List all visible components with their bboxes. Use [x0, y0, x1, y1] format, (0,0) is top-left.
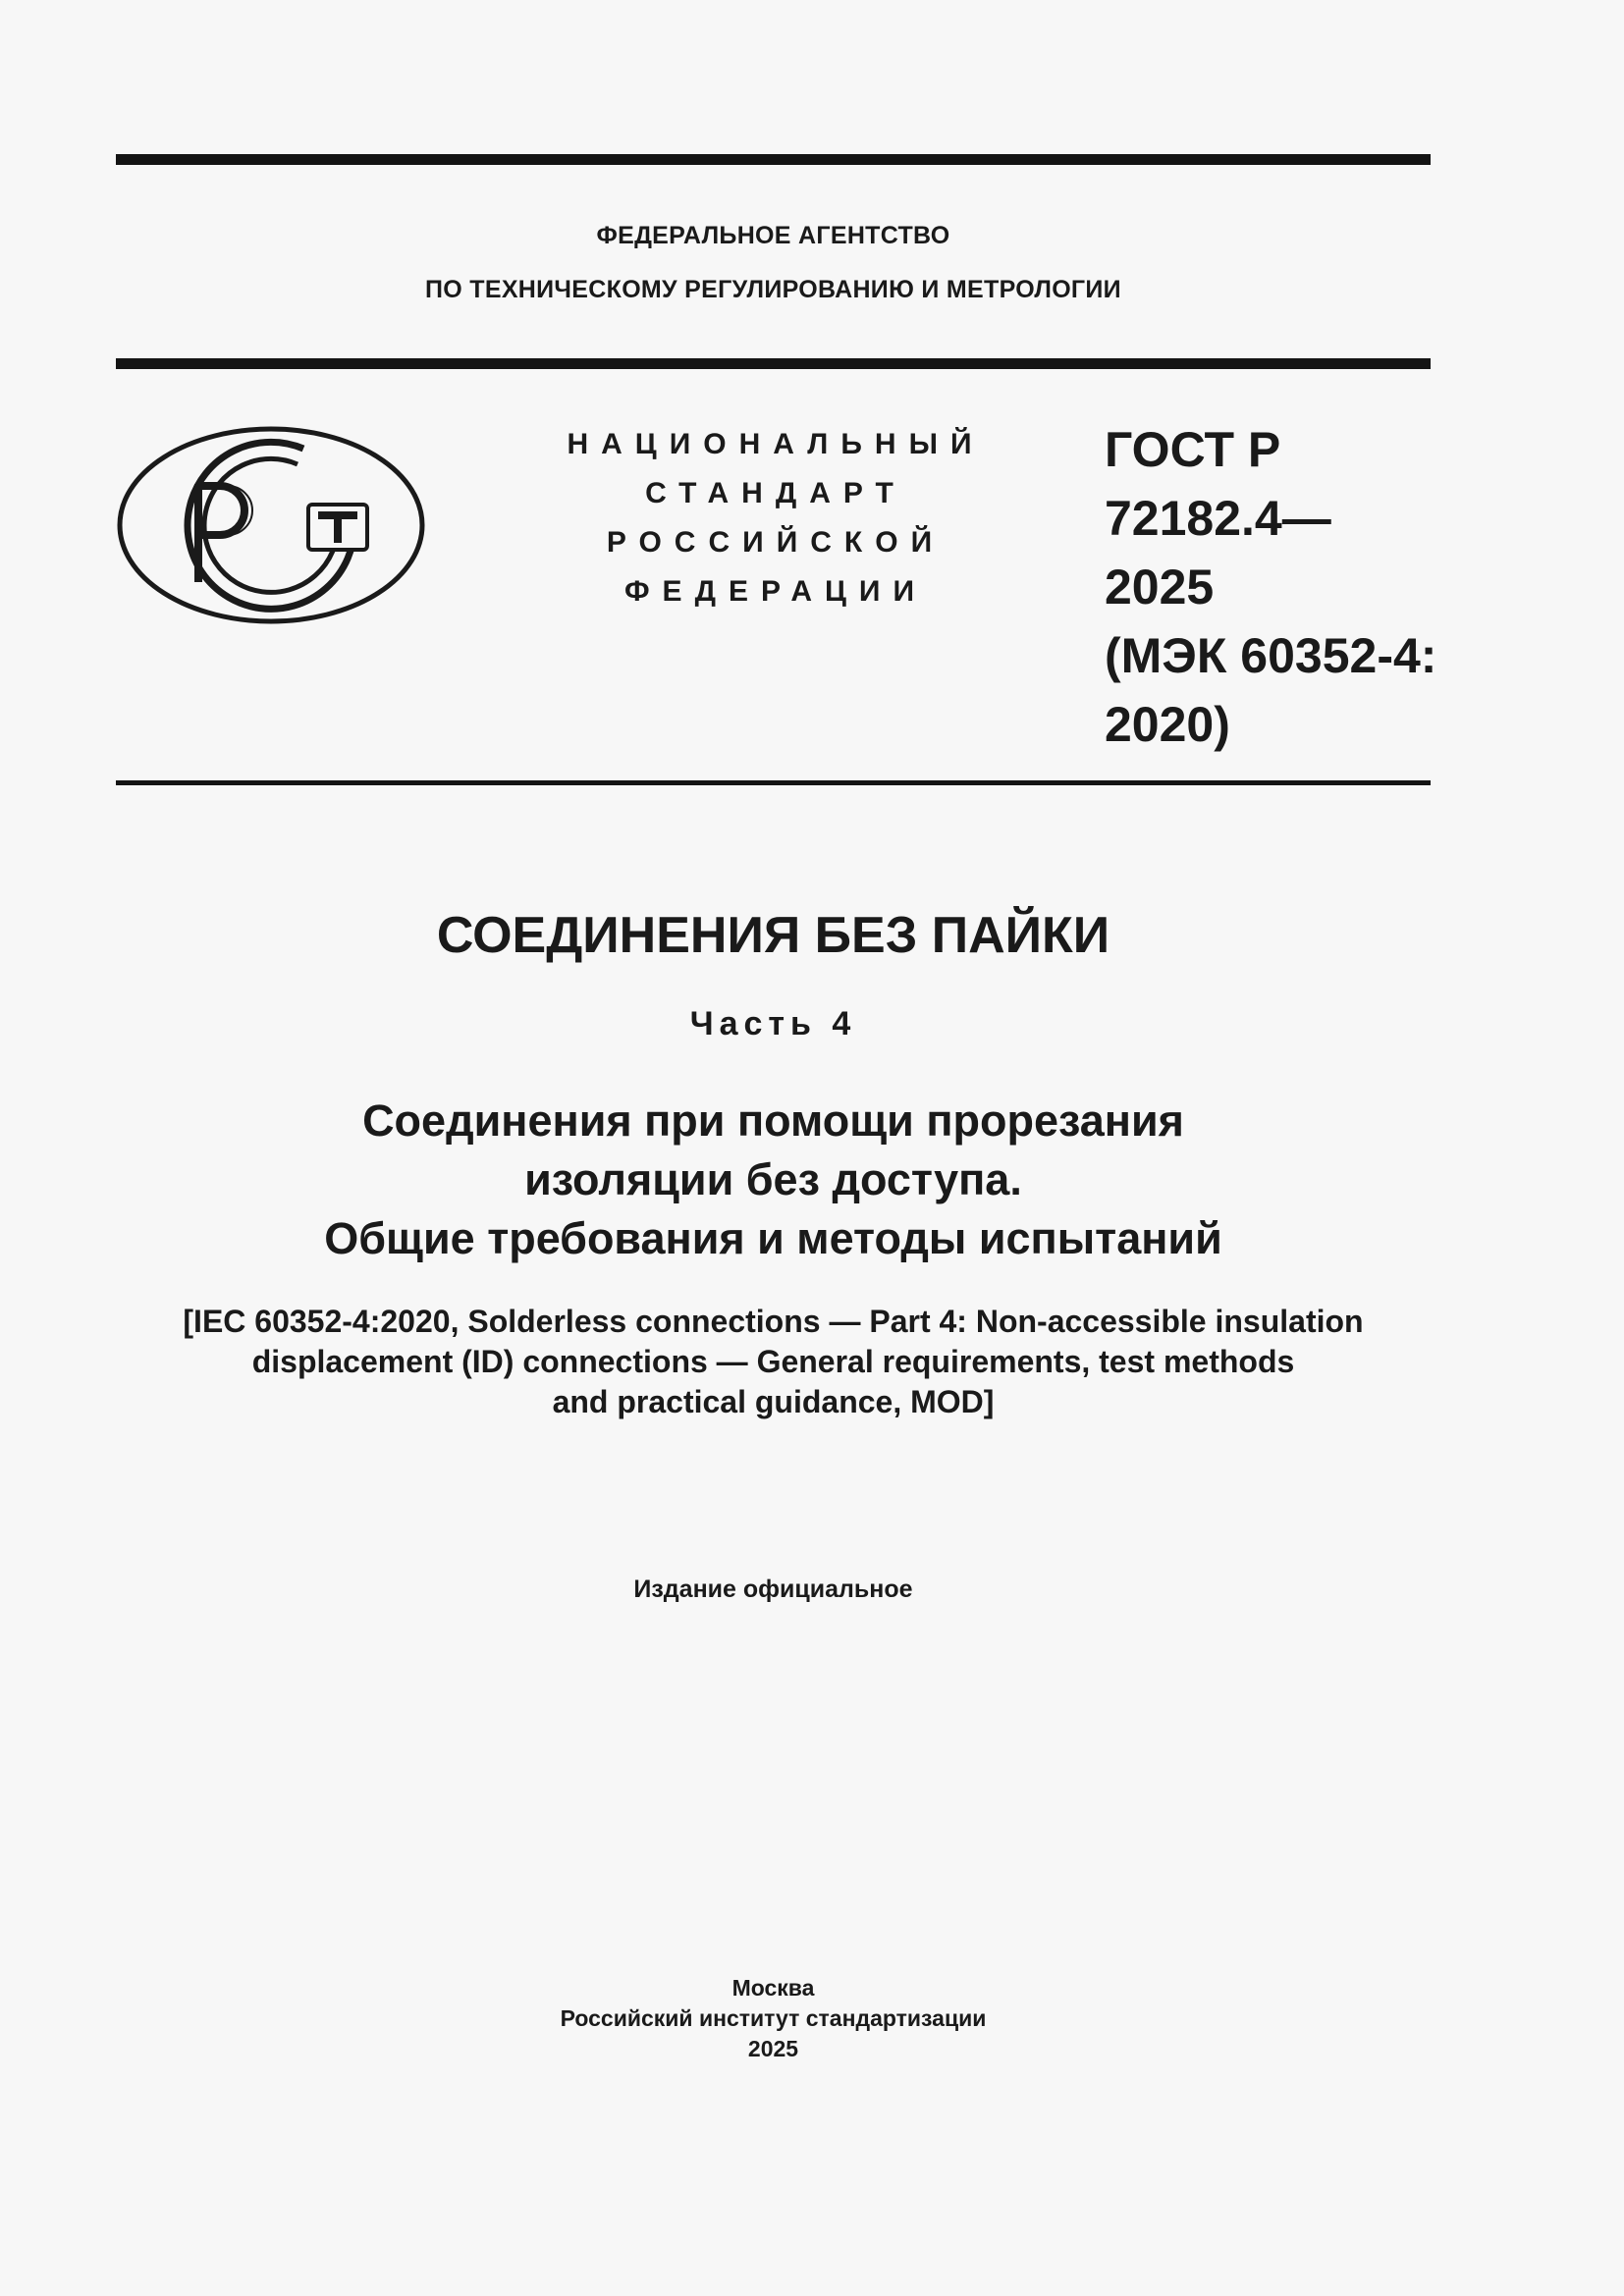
designation-line-5: 2020) — [1105, 697, 1230, 752]
designation-line-2: 72182.4— — [1105, 491, 1331, 546]
header-bottom-rule — [116, 780, 1431, 785]
top-rule — [116, 154, 1431, 165]
subtitle-line-3: Общие требования и методы испытаний — [324, 1213, 1222, 1263]
imprint-city: Москва — [731, 1975, 815, 2001]
document-title: СОЕДИНЕНИЯ БЕЗ ПАЙКИ — [436, 907, 1110, 964]
rst-certification-mark-icon — [116, 425, 426, 625]
iec-reference-line-2: displacement (ID) connections — General requirements, test methods — [251, 1344, 1295, 1379]
edition-label: Издание официальное — [633, 1575, 913, 1603]
agency-line-1: ФЕДЕРАЛЬНОЕ АГЕНТСТВО — [596, 222, 950, 249]
standard-type-line-4: ФЕДЕРАЦИИ — [623, 575, 928, 608]
standard-type-line-2: СТАНДАРТ — [645, 477, 906, 509]
header-rule — [116, 358, 1431, 369]
designation-line-3: 2025 — [1105, 560, 1215, 614]
designation-line-1: ГОСТ Р — [1105, 422, 1281, 477]
standard-type-line-3: РОССИЙСКОЙ — [606, 526, 946, 559]
iec-reference-line-3: and practical guidance, MOD] — [552, 1384, 995, 1419]
imprint-year: 2025 — [747, 2036, 799, 2061]
designation-line-4: (МЭК 60352-4: — [1105, 628, 1437, 683]
subtitle-line-1: Соединения при помощи прорезания — [362, 1095, 1184, 1146]
subtitle-line-2: изоляции без доступа. — [524, 1154, 1022, 1204]
agency-line-2: ПО ТЕХНИЧЕСКОМУ РЕГУЛИРОВАНИЮ И МЕТРОЛОГИИ — [425, 276, 1121, 303]
iec-reference-line-1: [IEC 60352-4:2020, Solderless connections — Part 4: Non-accessible insulation — [183, 1304, 1364, 1339]
part-number: Часть 4 — [689, 1005, 857, 1042]
imprint-publisher: Российский институт стандартизации — [560, 2005, 987, 2031]
standard-type-line-1: НАЦИОНАЛЬНЫЙ — [567, 428, 985, 460]
